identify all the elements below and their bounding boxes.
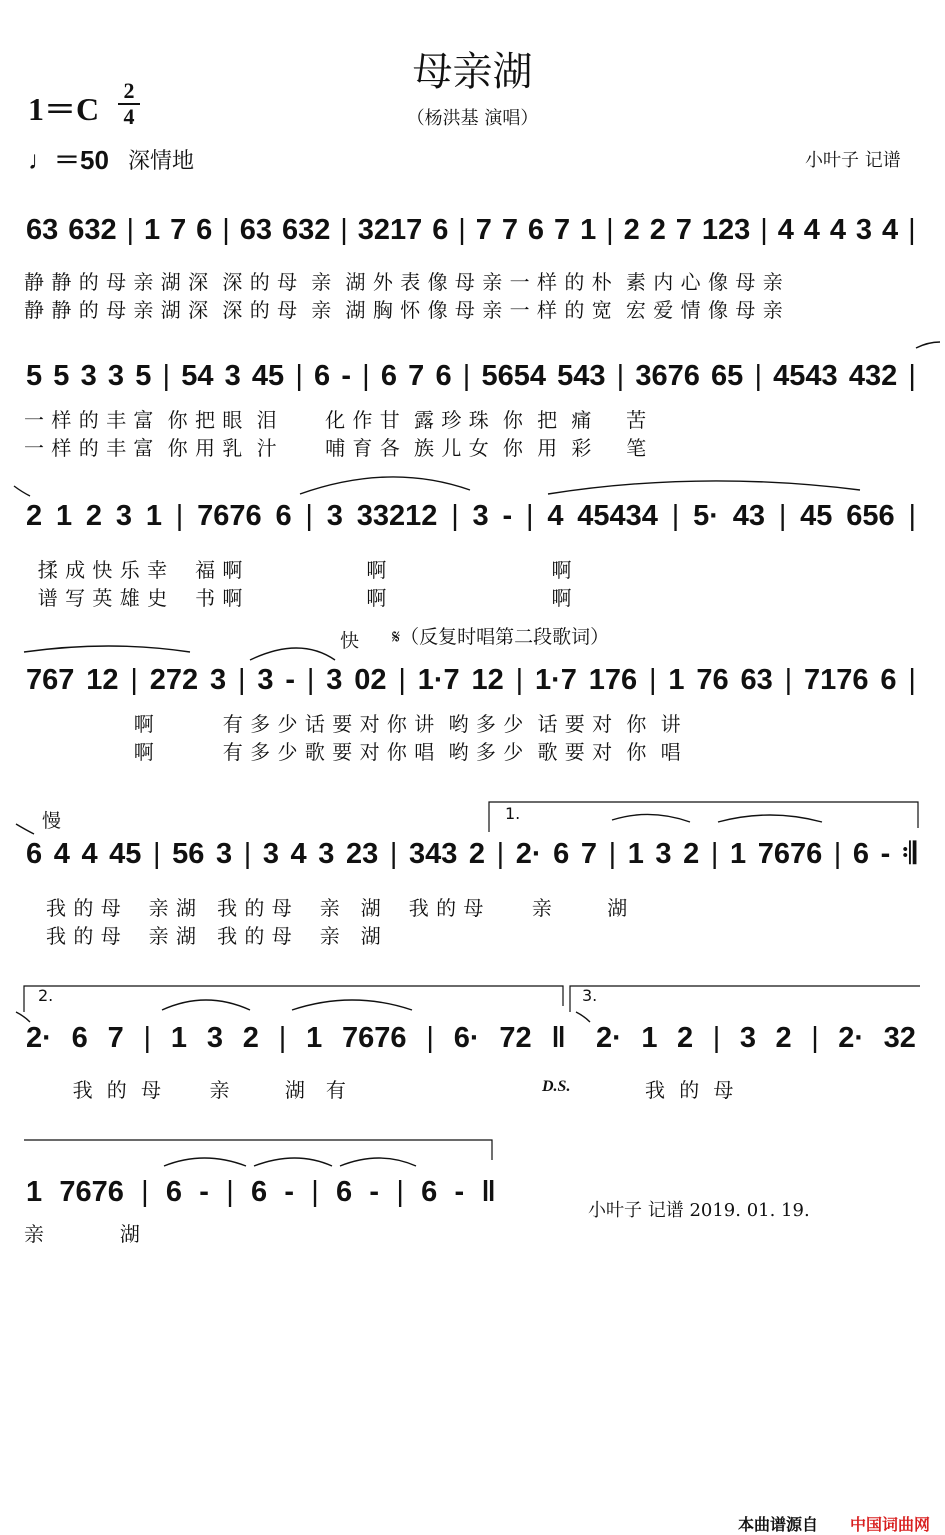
note-group: 1 — [144, 213, 161, 246]
tempo-change-slow: 慢 — [42, 810, 62, 832]
lyric-line-1-verse-1: 静 静 的 母 亲 湖 深 深 的 母 亲 湖 外 表 像 母 亲 一 样 的 朴 素 内 心 像 母 亲 — [24, 270, 784, 294]
note-group: 63 — [239, 213, 272, 246]
barline: | — [608, 837, 617, 870]
note-group: - — [284, 1175, 295, 1208]
note-group: 3217 — [357, 213, 423, 246]
note-group: 1 — [627, 837, 644, 870]
note-group: 63 — [26, 213, 59, 246]
note-group: 45434 — [577, 499, 658, 532]
barline: | — [811, 1021, 819, 1054]
note-group: 7176 — [803, 663, 869, 696]
barline: | — [525, 499, 534, 532]
note-group: 4 — [547, 499, 564, 532]
barline: ‖ — [481, 1175, 496, 1208]
note-group: 5654 — [481, 359, 546, 392]
lyric-line-5-verse-1: 我 的 母 亲 湖 我 的 母 亲 湖 我 的 母 亲 湖 — [46, 896, 628, 920]
note-group: 656 — [846, 499, 895, 532]
note-group: 6 — [165, 1175, 183, 1208]
lyric-line-6a: 我 的 母 亲 湖 有 — [52, 1078, 347, 1102]
barline: | — [237, 663, 246, 696]
note-group: 2 — [242, 1021, 259, 1054]
volta-2-label: 2. — [38, 986, 54, 1005]
tie — [14, 486, 30, 496]
note-group: 6 — [196, 213, 213, 246]
note-group: 72 — [499, 1021, 532, 1054]
barline: | — [616, 359, 625, 392]
tie — [16, 1012, 30, 1022]
lyric-line-2-verse-1: 一 样 的 丰 富 你 把 眼 泪 化 作 甘 露 珍 珠 你 把 痛 苦 — [24, 408, 647, 432]
barline: | — [141, 1175, 149, 1208]
note-group: 3 — [209, 663, 227, 696]
note-group: 1 — [170, 1021, 188, 1054]
tempo-marking: ♩＝50 — [28, 145, 109, 175]
note-group: 6 — [26, 837, 43, 870]
note-group: 6 — [852, 837, 870, 870]
note-group: 7 — [675, 213, 692, 246]
barline: | — [833, 837, 842, 870]
barline: | — [226, 1175, 234, 1208]
note-group: 1·7 — [534, 663, 577, 696]
note-group: 2 — [623, 213, 640, 246]
note-group: 12 — [86, 663, 119, 696]
note-group: 1 — [580, 213, 597, 246]
slur — [718, 815, 822, 822]
barline: | — [496, 837, 505, 870]
barline: | — [908, 499, 916, 532]
note-group: 7676 — [757, 837, 823, 870]
note-group: 43 — [732, 499, 765, 532]
barline: | — [778, 499, 787, 532]
segno-repeat-note: 𝄋（反复时唱第二段歌词） — [392, 626, 610, 648]
tempo-change-fast: 快 — [340, 630, 360, 652]
note-group: 23 — [345, 837, 379, 870]
slur — [24, 646, 190, 652]
note-group: 6 — [380, 359, 397, 392]
note-group: 6 — [71, 1021, 88, 1054]
note-group: - — [502, 499, 513, 532]
note-group: 56 — [172, 837, 205, 870]
note-group: 1 — [306, 1021, 323, 1054]
note-group: 7 — [170, 213, 187, 246]
note-group: 543 — [557, 359, 606, 392]
note-group: 6 — [336, 1175, 353, 1208]
barline: | — [784, 663, 793, 696]
note-group: 5 — [135, 359, 152, 392]
note-group: 45 — [800, 499, 833, 532]
dal-segno-mark: D.S. — [542, 1078, 571, 1095]
note-group: 2 — [677, 1021, 694, 1054]
page-title: 母亲湖 — [412, 49, 533, 95]
barline: | — [458, 213, 466, 246]
note-group: - — [199, 1175, 209, 1208]
note-group: 3 — [739, 1021, 756, 1054]
note-group: 6 — [527, 213, 545, 246]
slur — [162, 1000, 250, 1010]
footer-transcriber-date: 小叶子 记谱 2019. 01. 19. — [588, 1200, 810, 1221]
source-label: 本曲谱源自 — [738, 1515, 819, 1534]
note-group: 7 — [107, 1021, 124, 1054]
barline: | — [710, 837, 719, 870]
note-group: 6· — [453, 1021, 480, 1054]
barline: | — [606, 213, 614, 246]
volta-1-label: 1. — [505, 804, 521, 823]
note-group: 2 — [775, 1021, 792, 1054]
key-signature: 1＝C — [28, 91, 100, 127]
lyric-line-1-verse-2: 静 静 的 母 亲 湖 深 深 的 母 亲 湖 胸 怀 像 母 亲 一 样 的 宽 宏 爱 情 像 母 亲 — [24, 298, 784, 322]
note-group: 02 — [354, 663, 387, 696]
note-group: 3 — [326, 663, 343, 696]
note-group: 7676 — [59, 1175, 124, 1208]
note-group: 7 — [475, 213, 492, 246]
lyric-line-6b: 我 的 母 — [645, 1078, 734, 1102]
slur — [340, 1158, 416, 1166]
barline: | — [130, 663, 138, 696]
note-group: 2· — [838, 1021, 865, 1054]
barline: | — [671, 499, 680, 532]
note-group: 2 — [85, 499, 103, 532]
tie — [916, 342, 940, 348]
barline: | — [712, 1021, 721, 1054]
note-group: 4 — [290, 837, 307, 870]
note-group: 632 — [281, 213, 331, 246]
note-group: 4 — [53, 837, 70, 870]
note-group: 1 — [26, 1175, 43, 1208]
source-site-link[interactable]: 中国词曲网 — [850, 1515, 931, 1534]
note-group: 1·7 — [417, 663, 460, 696]
slur — [548, 481, 860, 494]
note-group: 2· — [26, 1021, 52, 1054]
barline: | — [222, 213, 230, 246]
note-group: 3 — [318, 837, 335, 870]
note-group: 432 — [848, 359, 898, 392]
note-group: 54 — [181, 359, 214, 392]
note-group: 6 — [432, 213, 449, 246]
note-group: 4543 — [773, 359, 838, 392]
note-group: 632 — [68, 213, 117, 246]
barline: | — [396, 1175, 404, 1208]
barline: | — [398, 663, 406, 696]
barline: 𝄇 — [901, 837, 916, 870]
note-group: 3 — [262, 837, 279, 870]
note-group: 3 — [107, 359, 125, 392]
barline: | — [515, 663, 524, 696]
barline: | — [389, 837, 398, 870]
barline: | — [648, 663, 657, 696]
note-group: 176 — [588, 663, 638, 696]
note-group: 7 — [580, 837, 597, 870]
note-group: 63 — [740, 663, 773, 696]
note-group: 1 — [55, 499, 73, 532]
note-group: 3 — [215, 837, 233, 870]
barline: | — [153, 837, 161, 870]
barline: | — [295, 359, 303, 392]
note-group: 6 — [421, 1175, 438, 1208]
barline: | — [908, 213, 916, 246]
barline: | — [311, 1175, 319, 1208]
note-group: 3 — [326, 499, 343, 532]
barline: | — [305, 499, 313, 532]
note-group: 65 — [711, 359, 744, 392]
note-group: 272 — [149, 663, 199, 696]
lyric-line-3-verse-1: 揉 成 快 乐 幸 福 啊 啊 啊 — [24, 558, 572, 582]
barline: | — [362, 359, 370, 392]
time-signature-bottom: 4 — [123, 104, 135, 129]
note-group: - — [341, 359, 351, 392]
note-group: 4 — [803, 213, 820, 246]
singer-credit: （杨洪基 演唱） — [406, 108, 539, 129]
volta-3-label: 3. — [582, 986, 598, 1005]
note-group: 3 — [115, 499, 132, 532]
note-group: 3 — [257, 663, 274, 696]
note-group: 767 — [26, 663, 75, 696]
note-group: 7 — [554, 213, 571, 246]
note-group: 2 — [683, 837, 700, 870]
note-group: 6 — [880, 663, 897, 696]
lyric-line-5-verse-2: 我 的 母 亲 湖 我 的 母 亲 湖 — [46, 924, 382, 948]
note-group: 3 — [80, 359, 97, 392]
note-group: 32 — [883, 1021, 916, 1054]
note-group: 6 — [553, 837, 570, 870]
note-group: 1 — [729, 837, 747, 870]
barline: | — [306, 663, 315, 696]
barline: | — [340, 213, 348, 246]
note-group: 6 — [435, 359, 452, 392]
lyric-line-3-verse-2: 谱 写 英 雄 史 书 啊 啊 啊 — [24, 586, 572, 610]
note-group: 123 — [701, 213, 751, 246]
note-group: 3676 — [635, 359, 700, 392]
note-group: 6 — [250, 1175, 268, 1208]
note-group: - — [285, 663, 295, 696]
note-group: 2 — [649, 213, 666, 246]
note-group: 7676 — [342, 1021, 407, 1054]
barline: | — [162, 359, 171, 392]
slur — [254, 1158, 332, 1166]
time-signature-top: 2 — [123, 78, 135, 103]
slur — [292, 1000, 412, 1010]
slur — [250, 648, 335, 660]
note-group: 7676 — [197, 499, 262, 532]
barline: | — [278, 1021, 287, 1054]
lyric-line-7: 亲 湖 — [24, 1222, 141, 1246]
slur — [300, 477, 470, 494]
note-group: 5 — [53, 359, 70, 392]
note-group: 2· — [596, 1021, 622, 1054]
note-group: 4 — [81, 837, 98, 870]
note-group: 1 — [668, 663, 685, 696]
tie — [16, 824, 34, 834]
note-group: 6 — [275, 499, 292, 532]
note-group: 45 — [109, 837, 142, 870]
note-group: 4 — [882, 213, 899, 246]
note-group: 3 — [655, 837, 672, 870]
barline: | — [243, 837, 252, 870]
barline: | — [754, 359, 763, 392]
barline: | — [908, 663, 916, 696]
note-group: 7 — [501, 213, 518, 246]
note-group: 3 — [206, 1021, 223, 1054]
note-group: 3 — [224, 359, 241, 392]
expression-marking: 深情地 — [128, 149, 195, 174]
barline: | — [126, 213, 135, 246]
barline: | — [760, 213, 768, 246]
barline: | — [908, 359, 916, 392]
note-group: 4 — [777, 213, 794, 246]
note-group: 33212 — [356, 499, 438, 532]
note-group: 2 — [26, 499, 43, 532]
note-group: - — [880, 837, 891, 870]
slur — [164, 1158, 246, 1166]
note-group: 12 — [471, 663, 504, 696]
volta-2-bracket — [24, 986, 563, 1012]
note-group: 5· — [693, 499, 719, 532]
volta-1-bracket — [489, 802, 918, 832]
tie — [576, 1012, 590, 1022]
transcriber-credit: 小叶子 记谱 — [805, 150, 901, 171]
slur — [612, 814, 690, 822]
lyric-line-4-verse-1: 啊 有 多 少 话 要 对 你 讲 哟 多 少 话 要 对 你 讲 — [24, 712, 682, 736]
note-group: 6 — [314, 359, 331, 392]
final-line-bracket — [24, 1140, 492, 1160]
barline: ‖ — [551, 1021, 566, 1054]
barline: | — [462, 359, 471, 392]
lyric-line-4-verse-2: 啊 有 多 少 歌 要 对 你 唱 哟 多 少 歌 要 对 你 唱 — [24, 740, 682, 764]
note-group: 76 — [696, 663, 729, 696]
note-group: - — [454, 1175, 465, 1208]
barline: | — [175, 499, 184, 532]
note-group: 2· — [515, 837, 542, 870]
note-group: 4 — [829, 213, 846, 246]
barline: | — [426, 1021, 434, 1054]
note-group: 3 — [855, 213, 873, 246]
barline: | — [451, 499, 459, 532]
note-group: 7 — [408, 359, 425, 392]
note-group: - — [369, 1175, 380, 1208]
note-group: 3 — [472, 499, 489, 532]
note-group: 343 — [408, 837, 458, 870]
note-group: 45 — [251, 359, 285, 392]
barline: | — [143, 1021, 152, 1054]
note-group: 1 — [145, 499, 162, 532]
note-group: 2 — [468, 837, 486, 870]
lyric-line-2-verse-2: 一 样 的 丰 富 你 用 乳 汁 哺 育 各 族 儿 女 你 用 彩 笔 — [24, 436, 647, 460]
note-group: 1 — [641, 1021, 658, 1054]
note-group: 5 — [26, 359, 43, 392]
volta-3-bracket — [570, 986, 920, 1012]
